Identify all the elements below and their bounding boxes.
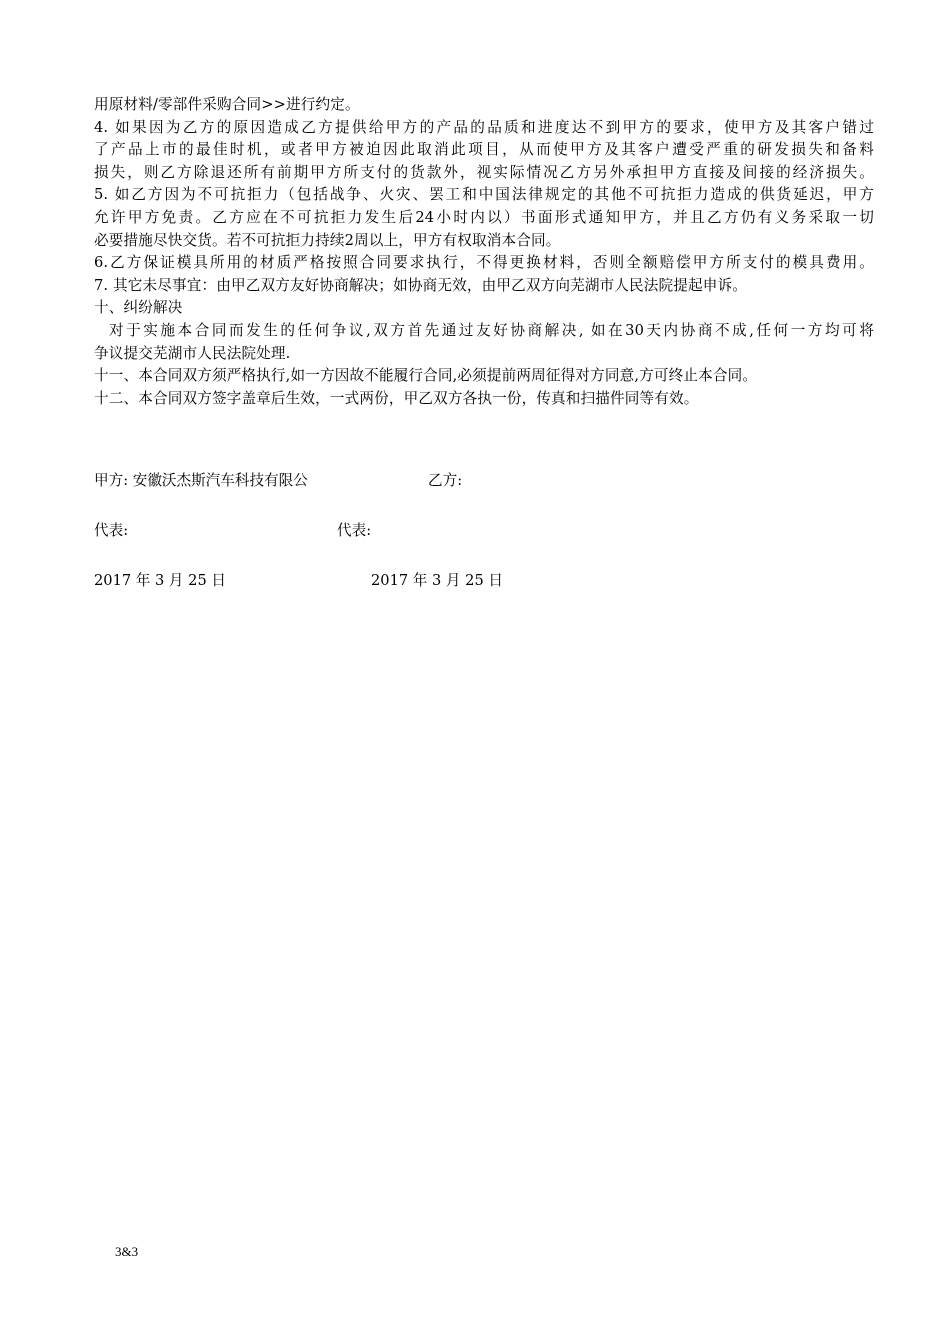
clause-4-line-1: 4. 如果因为乙方的原因造成乙方提供给甲方的产品的品质和进度达不到甲方的要求，使甲方及其客户错过 (94, 118, 874, 136)
clause-5-line-1: 5. 如乙方因为不可抗拒力（包括战争、火灾、罢工和中国法律规定的其他不可抗拒力造成的供货延迟，甲方 (94, 186, 874, 204)
date-a: 2017 年 3 月 25 日 (94, 572, 226, 589)
clause-4-line-2: 了产品上市的最佳时机，或者甲方被迫因此取消此项目，从而使甲方及其客户遭受严重的研发损失和备料 (94, 141, 874, 159)
clause-4-line-3: 损失，则乙方除退还所有前期甲方所支付的货款外，视实际情况乙方另外承担甲方直接及间接的经济损失。 (94, 163, 874, 181)
clause-6: 6.乙方保证模具所用的材质严格按照合同要求执行，不得更换材料，否则全额赔偿甲方所支付的模具费用。 (94, 254, 874, 272)
clause-5-line-3: 必要措施尽快交货。若不可抗拒力持续2周以上，甲方有权取消本合同。 (94, 231, 561, 249)
clause-7: 7. 其它未尽事宜：由甲乙双方友好协商解决；如协商无效，由甲乙双方向芜湖市人民法院提起申诉。 (94, 276, 747, 294)
rep-b-label: 代表: (337, 522, 372, 539)
contract-body (94, 94, 874, 410)
section-12: 十二、本合同双方签字盖章后生效，一式两份，甲乙双方各执一份，传真和扫描件同等有效。 (94, 389, 699, 407)
date-b: 2017 年 3 月 25 日 (371, 572, 503, 589)
clause-5-line-2: 允许甲方免责。乙方应在不可抗拒力发生后24小时内以）书面形式通知甲方，并且乙方仍有义务采取一切 (94, 208, 874, 226)
page-number: 3&3 (115, 1244, 139, 1259)
section-10-line-1: 对于实施本合同而发生的任何争议,双方首先通过友好协商解决, 如在30天内协商不成,任何一方均可将 (109, 321, 874, 339)
section-10-heading: 十、纠纷解决 (94, 299, 183, 317)
rep-a-label: 代表: (94, 522, 129, 539)
party-b-label: 乙方: (428, 472, 463, 489)
section-10-line-2: 争议提交芜湖市人民法院处理. (94, 344, 291, 362)
body-line-1: 用原材料/零部件采购合同>>进行约定。 (94, 96, 360, 113)
party-a-label: 甲方: 安徽沃杰斯汽车科技有限公 (94, 472, 308, 489)
section-11: 十一、本合同双方须严格执行,如一方因故不能履行合同,必须提前两周征得对方同意,方可终止本合同。 (94, 367, 758, 385)
